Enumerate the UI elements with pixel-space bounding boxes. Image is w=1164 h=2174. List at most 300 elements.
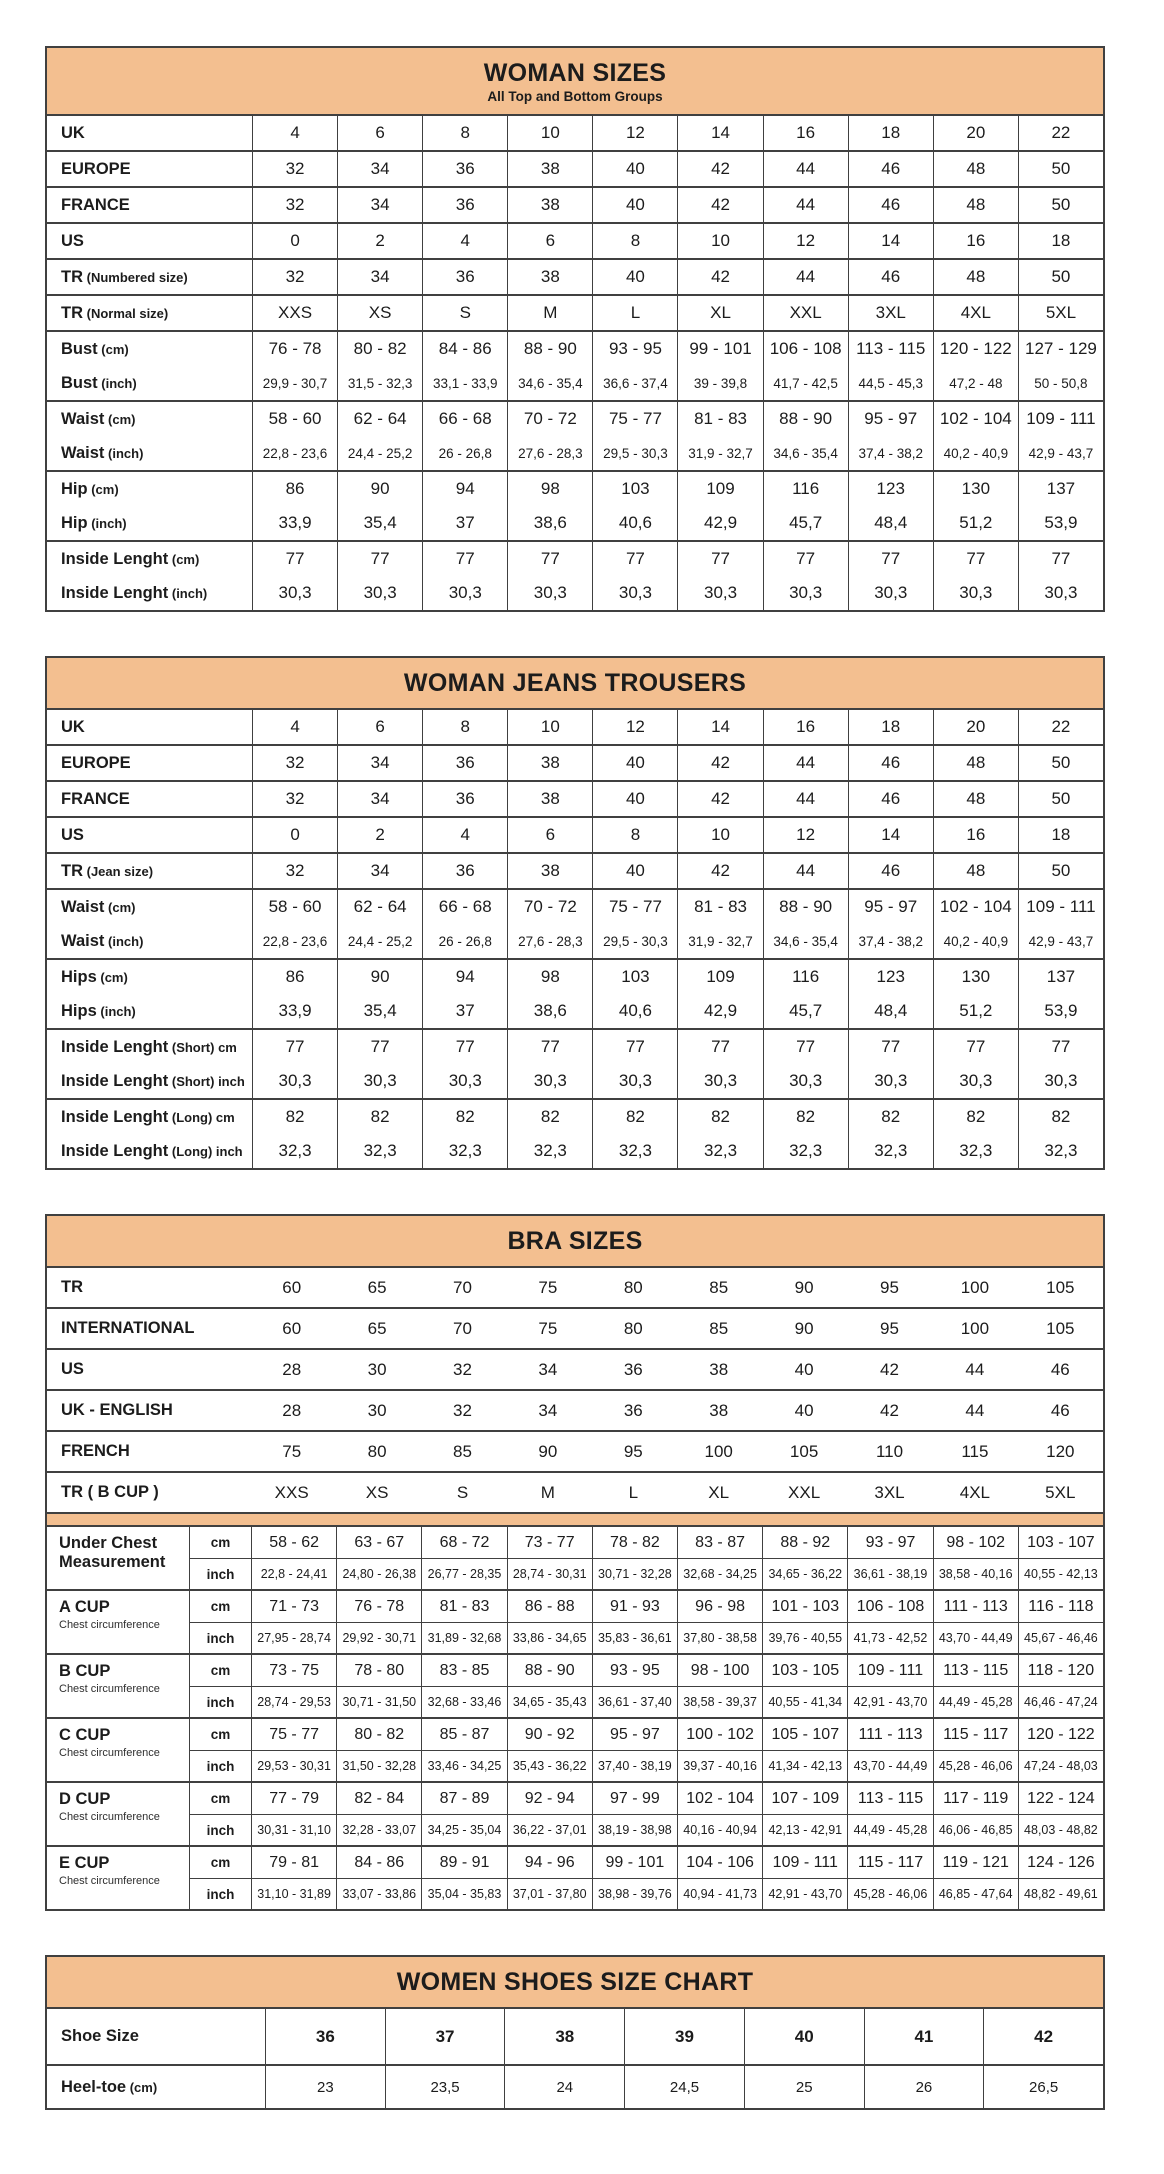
size-cell: L bbox=[628, 1482, 639, 1502]
row-label-note: (Long) inch bbox=[168, 1143, 243, 1159]
row-group bbox=[47, 746, 1103, 782]
size-cell: 34 bbox=[538, 1359, 558, 1379]
size-cell: 30,3 bbox=[252, 1064, 337, 1098]
bra-sizes-table bbox=[45, 1214, 1105, 1911]
size-cell: 32 bbox=[252, 260, 337, 294]
row-label-note: (inch) bbox=[104, 445, 144, 461]
size-cell: 46,06 - 46,85 bbox=[933, 1815, 1018, 1845]
size-cell: 42 bbox=[983, 2009, 1103, 2064]
size-cell: 32 bbox=[252, 854, 337, 888]
size-cell: 40,2 - 40,9 bbox=[933, 924, 1018, 958]
row-label bbox=[47, 790, 252, 809]
row-label-text: Bust bbox=[61, 339, 98, 358]
size-cell: 77 bbox=[848, 542, 933, 576]
row-label-note: (cm) bbox=[168, 551, 200, 567]
size-cell: 120 - 122 bbox=[1018, 1719, 1103, 1750]
size-cell: 34,6 - 35,4 bbox=[763, 436, 848, 470]
size-cell: 26 - 26,8 bbox=[422, 436, 507, 470]
size-cell: 2 bbox=[337, 224, 422, 258]
size-cell: 4 bbox=[252, 710, 337, 744]
size-cell: 85 - 87 bbox=[421, 1719, 506, 1750]
size-cell: 30,3 bbox=[933, 576, 1018, 610]
size-cell: 37,4 - 38,2 bbox=[848, 924, 933, 958]
size-cell: 80 bbox=[367, 1441, 387, 1461]
size-row bbox=[189, 1558, 1103, 1589]
size-cell: 44 bbox=[763, 188, 848, 222]
row-label bbox=[47, 584, 252, 603]
size-row bbox=[47, 296, 1103, 330]
size-cell: 42,9 bbox=[677, 506, 762, 540]
size-cell: 127 - 129 bbox=[1018, 332, 1103, 366]
size-cell: 32,28 - 33,07 bbox=[336, 1815, 421, 1845]
size-cell: 40 bbox=[592, 260, 677, 294]
size-cell: 30,3 bbox=[422, 576, 507, 610]
size-cell: 12 bbox=[592, 710, 677, 744]
size-cell: 12 bbox=[763, 818, 848, 852]
size-cell: 38 bbox=[507, 854, 592, 888]
size-cell: 101 - 103 bbox=[762, 1591, 847, 1622]
size-cell: 82 bbox=[507, 1100, 592, 1134]
row-label-text: Hip bbox=[61, 479, 88, 498]
row-label bbox=[47, 754, 252, 773]
size-cell: 33,46 - 34,25 bbox=[421, 1751, 506, 1781]
size-cell: 44 bbox=[763, 746, 848, 780]
size-cell: 50 bbox=[1018, 152, 1103, 186]
size-cell: 77 bbox=[252, 542, 337, 576]
size-cell: 40 bbox=[592, 188, 677, 222]
size-cell: 34,6 - 35,4 bbox=[507, 366, 592, 400]
size-row bbox=[47, 116, 1103, 150]
row-group bbox=[47, 224, 1103, 260]
size-row bbox=[47, 1064, 1103, 1098]
size-cell: 89 - 91 bbox=[421, 1847, 506, 1878]
size-cell: 75 bbox=[538, 1277, 558, 1297]
size-cell: 44 bbox=[763, 260, 848, 294]
size-cell: 105 bbox=[1046, 1318, 1075, 1338]
size-cell: 44 bbox=[763, 854, 848, 888]
size-cell: 30,3 bbox=[1018, 1064, 1103, 1098]
size-cell: 66 - 68 bbox=[422, 890, 507, 924]
size-cell: 35,04 - 35,83 bbox=[421, 1879, 506, 1909]
size-cell: 81 - 83 bbox=[677, 890, 762, 924]
size-cell: 80 - 82 bbox=[337, 332, 422, 366]
size-cell: 29,53 - 30,31 bbox=[251, 1751, 336, 1781]
size-cell: 116 bbox=[763, 472, 848, 506]
size-cell: 27,95 - 28,74 bbox=[251, 1623, 336, 1653]
size-cell: 38,98 - 39,76 bbox=[592, 1879, 677, 1909]
size-cell: 23,5 bbox=[385, 2066, 505, 2108]
size-cell: 95 bbox=[880, 1277, 899, 1297]
row-group bbox=[47, 1309, 1103, 1350]
size-cell: 36 bbox=[422, 746, 507, 780]
size-cell: 87 - 89 bbox=[421, 1783, 506, 1814]
size-cell: 86 bbox=[252, 472, 337, 506]
size-cell: 30,3 bbox=[592, 1064, 677, 1098]
size-cell: 77 bbox=[677, 542, 762, 576]
size-row bbox=[189, 1814, 1103, 1845]
cup-rows bbox=[189, 1655, 1103, 1717]
size-cell: 30,3 bbox=[1018, 576, 1103, 610]
size-cell: 62 - 64 bbox=[337, 890, 422, 924]
size-cell: 6 bbox=[337, 116, 422, 150]
size-cell: M bbox=[507, 296, 592, 330]
size-cell: 32,3 bbox=[422, 1134, 507, 1168]
size-cell: 5XL bbox=[1045, 1482, 1076, 1502]
size-cell: 77 bbox=[848, 1030, 933, 1064]
size-cell: 46 bbox=[848, 260, 933, 294]
row-label-text: Waist bbox=[61, 897, 105, 916]
size-cell: 35,83 - 36,61 bbox=[592, 1623, 677, 1653]
size-cell: 3XL bbox=[874, 1482, 905, 1502]
table-title: WOMAN JEANS TROUSERS bbox=[403, 669, 747, 697]
row-label bbox=[47, 374, 252, 393]
size-cell: 42 bbox=[677, 152, 762, 186]
size-cell: 113 - 115 bbox=[848, 332, 933, 366]
size-cell: 100 - 102 bbox=[677, 1719, 762, 1750]
size-cell: 90 bbox=[337, 960, 422, 994]
size-cell: 73 - 77 bbox=[507, 1527, 592, 1558]
size-cell: 36,6 - 37,4 bbox=[592, 366, 677, 400]
row-label-text: UK bbox=[61, 123, 85, 142]
size-cell: 80 - 82 bbox=[336, 1719, 421, 1750]
size-cell: 30,3 bbox=[422, 1064, 507, 1098]
size-cell: 77 bbox=[592, 1030, 677, 1064]
unit-label: cm bbox=[189, 1783, 251, 1814]
size-row bbox=[47, 260, 1103, 294]
size-cell: 46 bbox=[848, 746, 933, 780]
size-cell: 46 bbox=[848, 782, 933, 816]
size-cell: 32,3 bbox=[763, 1134, 848, 1168]
size-cell: 79 - 81 bbox=[251, 1847, 336, 1878]
row-label-note: (Jean size) bbox=[83, 863, 154, 879]
size-cell: 53,9 bbox=[1018, 994, 1103, 1028]
bra-sizes-header bbox=[47, 1216, 1103, 1268]
size-cell: 82 bbox=[677, 1100, 762, 1134]
size-cell: 48 bbox=[933, 782, 1018, 816]
size-cell: M bbox=[540, 1482, 555, 1502]
table-title: WOMEN SHOES SIZE CHART bbox=[396, 1968, 754, 1996]
size-cell: 46 bbox=[1050, 1400, 1070, 1420]
size-cell: 18 bbox=[848, 710, 933, 744]
size-cell: 60 bbox=[282, 1318, 302, 1338]
size-cell: 58 - 60 bbox=[252, 402, 337, 436]
unit-label: inch bbox=[189, 1751, 251, 1781]
size-cell: 123 bbox=[848, 960, 933, 994]
size-cell: 93 - 95 bbox=[592, 1655, 677, 1686]
size-cell: 39 - 39,8 bbox=[677, 366, 762, 400]
measure-group bbox=[47, 1847, 1103, 1909]
size-cell: 113 - 115 bbox=[933, 1655, 1018, 1686]
size-cell: 40 bbox=[794, 1400, 814, 1420]
section-divider bbox=[47, 1514, 1103, 1527]
size-cell: 48 bbox=[933, 854, 1018, 888]
row-label-note: (Normal size) bbox=[83, 305, 169, 321]
size-cell: 90 bbox=[538, 1441, 558, 1461]
row-label-text: Inside Lenght bbox=[61, 1107, 169, 1126]
size-cell: 42 bbox=[677, 782, 762, 816]
size-row bbox=[47, 1391, 1103, 1430]
size-cell: 103 - 107 bbox=[1018, 1527, 1103, 1558]
size-cell: 80 bbox=[623, 1277, 643, 1297]
size-cell: 48 bbox=[933, 260, 1018, 294]
size-cell: 30 bbox=[367, 1359, 387, 1379]
cup-rows bbox=[189, 1847, 1103, 1909]
row-group bbox=[47, 1432, 1103, 1473]
size-cell: 42,9 - 43,7 bbox=[1018, 924, 1103, 958]
size-cell: 26 bbox=[864, 2066, 984, 2108]
size-cell: 38 bbox=[507, 188, 592, 222]
size-cell: 106 - 108 bbox=[847, 1591, 932, 1622]
row-label bbox=[47, 2027, 265, 2046]
row-label-text: TR bbox=[61, 861, 83, 880]
size-cell: 36,61 - 38,19 bbox=[847, 1559, 932, 1589]
size-cell: 38 bbox=[507, 260, 592, 294]
row-label bbox=[47, 826, 252, 845]
size-cell: 36 bbox=[422, 782, 507, 816]
size-cell: 30,3 bbox=[677, 576, 762, 610]
row-label-note: (Long) cm bbox=[168, 1109, 235, 1125]
row-group bbox=[47, 116, 1103, 152]
unit-label: cm bbox=[189, 1527, 251, 1558]
size-cell: 82 bbox=[848, 1100, 933, 1134]
size-cell: 70 - 72 bbox=[507, 890, 592, 924]
cup-rows bbox=[189, 1591, 1103, 1653]
size-cell: 22 bbox=[1018, 710, 1103, 744]
size-cell: 24,4 - 25,2 bbox=[337, 924, 422, 958]
size-cell: 36 bbox=[623, 1400, 643, 1420]
size-cell: 37 bbox=[422, 994, 507, 1028]
size-row bbox=[47, 576, 1103, 610]
size-cell: 113 - 115 bbox=[847, 1783, 932, 1814]
size-cell: 32 bbox=[252, 152, 337, 186]
size-cell: 48 bbox=[933, 188, 1018, 222]
size-cell: 40,6 bbox=[592, 994, 677, 1028]
size-row bbox=[189, 1527, 1103, 1558]
size-cell: 32 bbox=[453, 1359, 472, 1379]
cup-label bbox=[47, 1719, 189, 1781]
size-cell: 90 bbox=[337, 472, 422, 506]
size-cell: 6 bbox=[507, 224, 592, 258]
row-label-text: UK - ENGLISH bbox=[61, 1401, 173, 1419]
size-cell: 6 bbox=[507, 818, 592, 852]
row-label bbox=[47, 268, 252, 287]
size-cell: 109 bbox=[677, 960, 762, 994]
size-cell: 40,55 - 42,13 bbox=[1018, 1559, 1103, 1589]
size-cell: 38 bbox=[709, 1400, 729, 1420]
size-cell: 109 - 111 bbox=[1018, 402, 1103, 436]
unit-label: cm bbox=[189, 1719, 251, 1750]
unit-label: cm bbox=[189, 1591, 251, 1622]
size-cell: 18 bbox=[1018, 224, 1103, 258]
size-cell: 40,55 - 41,34 bbox=[762, 1687, 847, 1717]
size-cell: 58 - 62 bbox=[251, 1527, 336, 1558]
size-cell: 117 - 119 bbox=[933, 1783, 1018, 1814]
row-label-text: EUROPE bbox=[61, 159, 131, 178]
row-label-text: Hips bbox=[61, 1001, 97, 1020]
size-cell: 110 bbox=[875, 1441, 904, 1461]
size-row bbox=[47, 854, 1103, 888]
woman-sizes-body bbox=[47, 116, 1103, 610]
size-cell: 34 bbox=[337, 152, 422, 186]
size-cell: 35,4 bbox=[337, 506, 422, 540]
unit-label: inch bbox=[189, 1559, 251, 1589]
size-row bbox=[47, 1030, 1103, 1064]
row-label bbox=[47, 718, 252, 737]
size-cell: 83 - 87 bbox=[677, 1527, 762, 1558]
size-cell: 6 bbox=[337, 710, 422, 744]
size-cell: 86 - 88 bbox=[507, 1591, 592, 1622]
size-cell: 44 bbox=[965, 1359, 985, 1379]
size-cell: 32,3 bbox=[252, 1134, 337, 1168]
size-row bbox=[47, 542, 1103, 576]
size-row bbox=[189, 1750, 1103, 1781]
row-label-text: EUROPE bbox=[61, 753, 131, 772]
size-cell: 82 - 84 bbox=[336, 1783, 421, 1814]
unit-label: inch bbox=[189, 1623, 251, 1653]
size-cell: 37,40 - 38,19 bbox=[592, 1751, 677, 1781]
size-cell: 30,71 - 31,50 bbox=[336, 1687, 421, 1717]
size-cell: 98 - 102 bbox=[933, 1527, 1018, 1558]
size-cell: 12 bbox=[592, 116, 677, 150]
size-cell: 96 - 98 bbox=[677, 1591, 762, 1622]
row-label-note: (inch) bbox=[87, 515, 127, 531]
size-cell: 81 - 83 bbox=[421, 1591, 506, 1622]
size-cell: 25 bbox=[744, 2066, 864, 2108]
cup-label bbox=[47, 1655, 189, 1717]
row-group bbox=[47, 1350, 1103, 1391]
row-group bbox=[47, 1473, 1103, 1514]
cup-label bbox=[47, 1591, 189, 1653]
women-shoes-body bbox=[47, 2009, 1103, 2108]
row-label bbox=[47, 862, 252, 881]
size-cell: 30,3 bbox=[933, 1064, 1018, 1098]
row-label bbox=[47, 160, 252, 179]
row-label-note: (Short) cm bbox=[168, 1039, 237, 1055]
row-label-note: (cm) bbox=[104, 411, 136, 427]
size-cell: 77 bbox=[677, 1030, 762, 1064]
row-label bbox=[47, 550, 252, 569]
size-cell: 35,43 - 36,22 bbox=[507, 1751, 592, 1781]
row-group bbox=[47, 2066, 1103, 2108]
size-row bbox=[47, 366, 1103, 400]
size-cell: 30,71 - 32,28 bbox=[592, 1559, 677, 1589]
size-cell: 109 - 111 bbox=[847, 1655, 932, 1686]
size-cell: 106 - 108 bbox=[763, 332, 848, 366]
size-row bbox=[47, 818, 1103, 852]
row-label bbox=[47, 410, 252, 429]
size-cell: 40 bbox=[794, 1359, 814, 1379]
size-cell: 30,3 bbox=[677, 1064, 762, 1098]
size-cell: 93 - 95 bbox=[592, 332, 677, 366]
size-cell: 31,10 - 31,89 bbox=[251, 1879, 336, 1909]
row-group bbox=[47, 818, 1103, 854]
size-cell: 98 bbox=[507, 472, 592, 506]
row-label bbox=[47, 2078, 265, 2097]
size-cell: 77 bbox=[337, 542, 422, 576]
size-cell: 31,50 - 32,28 bbox=[336, 1751, 421, 1781]
size-cell: 42 bbox=[677, 854, 762, 888]
size-row bbox=[47, 710, 1103, 744]
size-cell: 28 bbox=[282, 1359, 302, 1379]
size-cell: 39 bbox=[624, 2009, 744, 2064]
size-cell: 32,3 bbox=[507, 1134, 592, 1168]
unit-label: inch bbox=[189, 1815, 251, 1845]
row-label bbox=[47, 232, 252, 251]
row-label-text: Waist bbox=[61, 409, 105, 428]
cup-label-text: Under Chest Measurement bbox=[59, 1534, 166, 1571]
size-cell: 38 bbox=[507, 746, 592, 780]
size-cell: 30,3 bbox=[337, 1064, 422, 1098]
size-cell: 36 bbox=[422, 188, 507, 222]
size-cell: 30,3 bbox=[507, 1064, 592, 1098]
size-cell: 29,5 - 30,3 bbox=[592, 436, 677, 470]
row-label bbox=[47, 1108, 252, 1127]
woman-sizes-table bbox=[45, 46, 1105, 612]
unit-label: cm bbox=[189, 1847, 251, 1878]
size-cell: 76 - 78 bbox=[336, 1591, 421, 1622]
size-cell: 130 bbox=[933, 960, 1018, 994]
cup-label-text: B CUP bbox=[59, 1662, 111, 1680]
measure-group bbox=[47, 1591, 1103, 1655]
size-cell: 95 - 97 bbox=[848, 890, 933, 924]
size-cell: 109 - 111 bbox=[762, 1847, 847, 1878]
size-cell: 41,34 - 42,13 bbox=[762, 1751, 847, 1781]
size-row bbox=[47, 2009, 1103, 2064]
size-cell: 82 bbox=[933, 1100, 1018, 1134]
size-cell: XS bbox=[337, 296, 422, 330]
size-cell: 32 bbox=[252, 188, 337, 222]
row-group bbox=[47, 542, 1103, 610]
size-cell: 33,07 - 33,86 bbox=[336, 1879, 421, 1909]
row-label bbox=[47, 1142, 252, 1161]
size-cell: 38 bbox=[507, 782, 592, 816]
size-cell: 103 - 105 bbox=[762, 1655, 847, 1686]
row-label-text: FRANCE bbox=[61, 789, 130, 808]
size-cell: 34,65 - 36,22 bbox=[762, 1559, 847, 1589]
size-cell: 102 - 104 bbox=[933, 402, 1018, 436]
size-cell: 77 bbox=[1018, 1030, 1103, 1064]
size-cell: 122 - 124 bbox=[1018, 1783, 1103, 1814]
size-cell: 48,03 - 48,82 bbox=[1018, 1815, 1103, 1845]
size-cell: 14 bbox=[677, 710, 762, 744]
row-group bbox=[47, 152, 1103, 188]
size-cell: 38,6 bbox=[507, 506, 592, 540]
size-cell: 32,3 bbox=[592, 1134, 677, 1168]
row-label-note: (cm) bbox=[87, 481, 119, 497]
row-label bbox=[47, 514, 252, 533]
size-cell: 16 bbox=[763, 710, 848, 744]
size-cell: 77 bbox=[763, 1030, 848, 1064]
size-cell: 137 bbox=[1018, 960, 1103, 994]
size-cell: 120 - 122 bbox=[933, 332, 1018, 366]
size-cell: 75 bbox=[282, 1441, 302, 1461]
size-cell: 34,65 - 35,43 bbox=[507, 1687, 592, 1717]
size-cell: 30,3 bbox=[592, 576, 677, 610]
size-cell: 90 bbox=[794, 1277, 814, 1297]
size-cell: 77 - 79 bbox=[251, 1783, 336, 1814]
cup-sublabel: Chest circumference bbox=[59, 1682, 160, 1695]
size-cell: 36,61 - 37,40 bbox=[592, 1687, 677, 1717]
size-cell: 88 - 90 bbox=[507, 332, 592, 366]
size-cell: 71 - 73 bbox=[251, 1591, 336, 1622]
row-label-note: (cm) bbox=[96, 969, 128, 985]
size-cell: 70 bbox=[453, 1318, 472, 1338]
size-cell: 82 bbox=[1018, 1100, 1103, 1134]
size-cell: 39,37 - 40,16 bbox=[677, 1751, 762, 1781]
size-cell: 43,70 - 44,49 bbox=[933, 1623, 1018, 1653]
size-cell: 32,68 - 33,46 bbox=[421, 1687, 506, 1717]
size-cell: 44,49 - 45,28 bbox=[933, 1687, 1018, 1717]
